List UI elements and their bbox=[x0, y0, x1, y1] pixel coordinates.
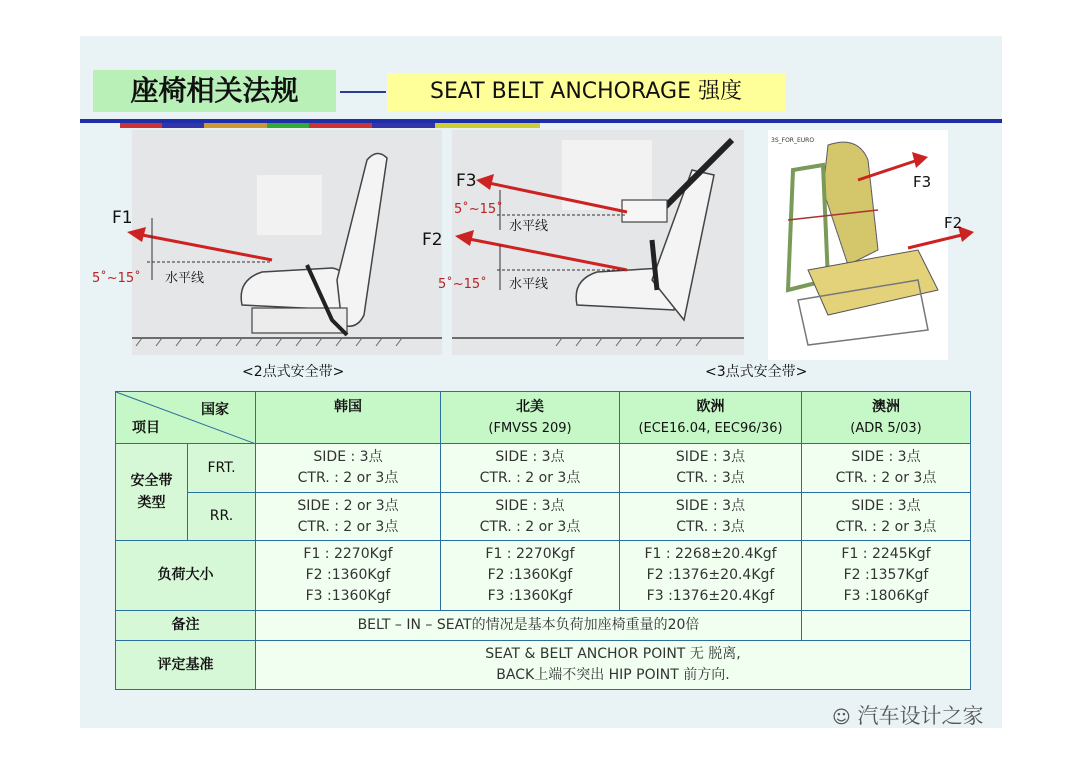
header-color-strip bbox=[120, 123, 540, 128]
criteria-label: 评定基准 bbox=[116, 641, 256, 690]
watermark bbox=[832, 700, 983, 730]
two-point-belt-diagram bbox=[92, 130, 442, 355]
header-north-america: 北美 (FMVSS 209) bbox=[441, 392, 620, 444]
frt-label: FRT. bbox=[188, 444, 256, 493]
load-australia: F1 : 2245Kgf F2 :1357Kgf F3 :1806Kgf bbox=[802, 541, 971, 611]
watermark-text: 汽车设计之家 bbox=[857, 704, 984, 728]
f1-label: F1 bbox=[112, 208, 133, 228]
header-korea: 韩国 bbox=[256, 392, 441, 444]
corner-bottom-label: 项目 bbox=[132, 420, 160, 436]
seat-fem-model bbox=[768, 130, 963, 360]
page-subtitle: SEAT BELT ANCHORAGE 强度 bbox=[387, 73, 785, 111]
load-korea: F1 : 2270Kgf F2 :1360Kgf F3 :1360Kgf bbox=[256, 541, 441, 611]
wechat-icon: ☺ bbox=[832, 707, 851, 728]
frt-north-america: SIDE : 3点 CTR. : 2 or 3点 bbox=[441, 444, 620, 493]
page-title: 座椅相关法规 bbox=[93, 70, 336, 112]
horizontal-label-mid-lower: 水平线 bbox=[509, 277, 549, 292]
load-north-america: F1 : 2270Kgf F2 :1360Kgf F3 :1360Kgf bbox=[441, 541, 620, 611]
f3-label-mid: F3 bbox=[456, 171, 477, 191]
f2-label-right: F2 bbox=[944, 214, 963, 232]
f2-label-mid: F2 bbox=[422, 230, 443, 250]
angle-label-mid-upper: 5˚~15˚ bbox=[454, 202, 503, 217]
rr-label: RR. bbox=[188, 493, 256, 541]
rr-north-america: SIDE : 3点 CTR. : 2 or 3点 bbox=[441, 493, 620, 541]
frt-europe: SIDE : 3点 CTR. : 3点 bbox=[620, 444, 802, 493]
rr-europe: SIDE : 3点 CTR. : 3点 bbox=[620, 493, 802, 541]
model-label: 3S_FOR_EURO bbox=[771, 137, 815, 144]
note-empty bbox=[802, 611, 971, 641]
criteria-text: SEAT & BELT ANCHOR POINT 无 脱离, BACK上端不突出 HIP POINT 前方向. bbox=[256, 641, 971, 690]
header-australia: 澳洲 (ADR 5/03) bbox=[802, 392, 971, 444]
three-point-caption: <3点式安全带> bbox=[705, 364, 808, 380]
two-point-caption: <2点式安全带> bbox=[242, 364, 345, 380]
belt-type-label: 安全带类型 bbox=[116, 444, 188, 541]
header-europe: 欧洲 (ECE16.04, EEC96/36) bbox=[620, 392, 802, 444]
horizontal-label-left: 水平线 bbox=[165, 271, 205, 286]
load-label: 负荷大小 bbox=[116, 541, 256, 611]
rr-korea: SIDE : 2 or 3点 CTR. : 2 or 3点 bbox=[256, 493, 441, 541]
regulation-table bbox=[115, 391, 971, 690]
note-label: 备注 bbox=[116, 611, 256, 641]
three-point-belt-diagram bbox=[422, 130, 744, 355]
load-europe: F1 : 2268±20.4Kgf F2 :1376±20.4Kgf F3 :1376±20.4Kgf bbox=[620, 541, 802, 611]
note-text: BELT – IN – SEAT的情况是基本负荷加座椅重量的20倍 bbox=[256, 611, 802, 641]
rr-australia: SIDE : 3点 CTR. : 2 or 3点 bbox=[802, 493, 971, 541]
frt-australia: SIDE : 3点 CTR. : 2 or 3点 bbox=[802, 444, 971, 493]
frt-korea: SIDE : 3点 CTR. : 2 or 3点 bbox=[256, 444, 441, 493]
corner-cell bbox=[116, 392, 256, 444]
horizontal-label-mid-upper: 水平线 bbox=[509, 219, 549, 234]
angle-label-mid-lower: 5˚~15˚ bbox=[438, 277, 487, 292]
angle-label-left: 5˚~15˚ bbox=[92, 271, 141, 286]
corner-top-label: 国家 bbox=[201, 402, 229, 418]
title-connector bbox=[340, 91, 386, 93]
f3-label-right: F3 bbox=[913, 173, 932, 191]
